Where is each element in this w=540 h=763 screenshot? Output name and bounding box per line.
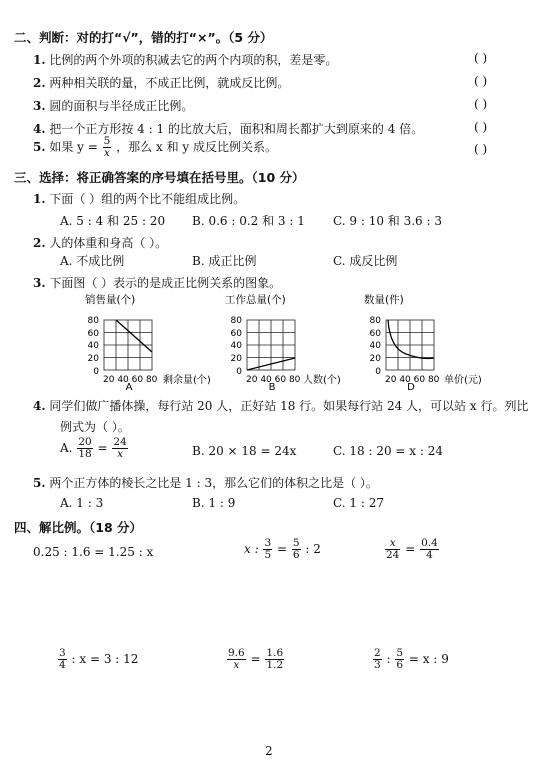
choice-q1: 1. 下面（ ）组的两个比不能组成比例。 bbox=[33, 192, 246, 206]
svg-text:80: 80 bbox=[230, 316, 242, 326]
q2-option-b: B. 成正比例 bbox=[192, 254, 257, 268]
q5-option-a: A. 1 : 3 bbox=[60, 496, 104, 510]
answer-paren[interactable]: ( ) bbox=[474, 51, 488, 65]
equation-2: x : $\frac{3}{5}$ = $\frac{5}{6}$ : 2 bbox=[244, 537, 321, 561]
equation-1: 0.25 : 1.6 = 1.25 : x bbox=[33, 545, 154, 559]
section-4-title: 四、解比例。（18 分） bbox=[14, 520, 142, 535]
choice-q4-line2: 例式为（ ）。 bbox=[60, 420, 130, 434]
svg-text:40: 40 bbox=[369, 341, 381, 351]
graph-b-ylabel: 工作总量(个) bbox=[225, 294, 286, 306]
svg-text:20: 20 bbox=[87, 354, 99, 364]
graph-a-line bbox=[116, 320, 152, 352]
answer-paren[interactable]: ( ) bbox=[474, 120, 488, 134]
graph-a-letter: A bbox=[125, 382, 133, 390]
q5-option-b: B. 1 : 9 bbox=[192, 496, 236, 510]
svg-text:60: 60 bbox=[230, 329, 242, 339]
section-3-title: 三、选择：将正确答案的序号填在括号里。（10 分） bbox=[14, 170, 305, 185]
choice-q2: 2. 人的体重和身高（ ）。 bbox=[33, 236, 168, 250]
svg-text:60: 60 bbox=[369, 329, 381, 339]
judge-item-4: 4. 把一个正方形按 4 : 1 的比放大后，面积和周长都扩大到原来的 4 倍。 bbox=[33, 122, 424, 136]
equation-6: $\frac{2}{3}$ : $\frac{5}{6}$ = x : 9 bbox=[374, 647, 449, 671]
q4-option-b: B. 20 × 18 = 24x bbox=[192, 444, 297, 458]
graph-b-letter: B bbox=[268, 382, 276, 390]
graph-d-ylabel: 数量(件) bbox=[364, 294, 404, 306]
graph-a-ylabel: 销售量(个) bbox=[85, 294, 136, 306]
equation-3: $\frac{x}{24}$ = $\frac{0.4}{4}$ bbox=[386, 537, 438, 561]
svg-text:20 40 60 80: 20 40 60 80 bbox=[103, 375, 158, 385]
svg-text:20: 20 bbox=[369, 354, 381, 364]
graph-d-xlabel: 单价(元) bbox=[444, 375, 482, 386]
graph-b-xlabel: 人数(个) bbox=[303, 375, 341, 386]
svg-text:60: 60 bbox=[87, 329, 99, 339]
fraction: $\frac{5}{x}$ bbox=[103, 135, 111, 159]
svg-text:80: 80 bbox=[87, 316, 99, 326]
judge-item-1: 1. 比例的两个外项的积减去它的两个内项的积，差是零。 bbox=[33, 53, 338, 67]
graph-d-letter: D bbox=[407, 382, 415, 390]
judge-item-3: 3. 圆的面积与半径成正比例。 bbox=[33, 99, 194, 113]
equation-5: $\frac{9.6}{x}$ = $\frac{1.6}{1.2}$ bbox=[228, 647, 284, 671]
answer-paren[interactable]: ( ) bbox=[474, 142, 488, 156]
svg-text:20: 20 bbox=[230, 354, 242, 364]
choice-q4: 4. 同学们做广播体操，每行站 20 人，正好站 18 行。如果每行站 24 人，可以站 x 行。列比 bbox=[33, 399, 529, 413]
choice-q3: 3. 下面图（ ）表示的是成正比例关系的图象。 bbox=[33, 276, 282, 290]
section-2-title: 二、判断：对的打“√”，错的打“×”。（5 分） bbox=[14, 30, 273, 45]
svg-text:0: 0 bbox=[93, 367, 99, 377]
answer-paren[interactable]: ( ) bbox=[474, 97, 488, 111]
svg-text:0: 0 bbox=[236, 367, 242, 377]
judge-item-5: 5. 如果 y = $\frac{5}{x}$ ，那么 x 和 y 成反比例关系。 bbox=[33, 135, 277, 159]
graph-a-xlabel: 剩余量(个) bbox=[163, 375, 211, 386]
graph-b bbox=[215, 292, 355, 390]
svg-text:20 40 60 80: 20 40 60 80 bbox=[246, 375, 301, 385]
equation-4: $\frac{3}{4}$ : x = 3 : 12 bbox=[59, 647, 139, 671]
page-number: 2 bbox=[265, 744, 273, 758]
choice-q5: 5. 两个正方体的棱长之比是 1 : 3，那么它们的体积之比是（ ）。 bbox=[33, 476, 378, 490]
q1-option-b: B. 0.6 : 0.2 和 3 : 1 bbox=[192, 214, 305, 228]
answer-paren[interactable]: ( ) bbox=[474, 74, 488, 88]
q2-option-a: A. 不成比例 bbox=[60, 254, 125, 268]
graph-a bbox=[72, 292, 212, 390]
svg-text:20 40 60 80: 20 40 60 80 bbox=[385, 375, 440, 385]
q1-option-a: A. 5 : 4 和 25 : 20 bbox=[60, 214, 166, 228]
judge-item-2: 2. 两种相关联的量，不成正比例，就成反比例。 bbox=[33, 76, 290, 90]
graph-d-curve bbox=[388, 320, 434, 359]
svg-text:0: 0 bbox=[375, 367, 381, 377]
q4-option-a: A. $\frac{20}{18}$ = $\frac{24}{x}$ bbox=[60, 436, 127, 460]
q5-option-c: C. 1 : 27 bbox=[333, 496, 384, 510]
svg-text:40: 40 bbox=[87, 341, 99, 351]
q1-option-c: C. 9 : 10 和 3.6 : 3 bbox=[333, 214, 442, 228]
q4-option-c: C. 18 : 20 = x : 24 bbox=[333, 444, 443, 458]
svg-text:80: 80 bbox=[369, 316, 381, 326]
graph-d bbox=[356, 292, 506, 390]
svg-text:40: 40 bbox=[230, 341, 242, 351]
q2-option-c: C. 成反比例 bbox=[333, 254, 398, 268]
